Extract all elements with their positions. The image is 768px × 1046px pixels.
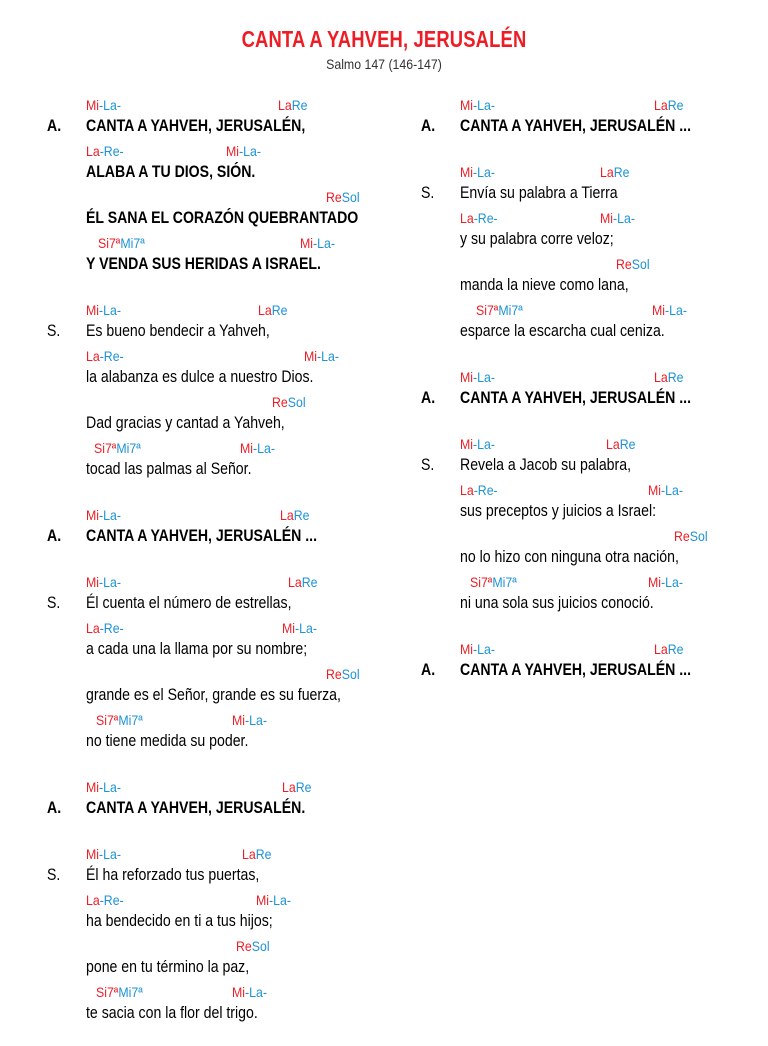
chord xyxy=(242,846,271,862)
chord xyxy=(654,369,683,385)
chord xyxy=(86,892,124,908)
chord xyxy=(86,620,124,636)
chord-part: La xyxy=(460,482,474,498)
chord-part: -La- xyxy=(661,482,683,498)
chord-part: La xyxy=(460,210,474,226)
lyric-line xyxy=(46,637,376,661)
chord xyxy=(280,507,309,523)
chord-line xyxy=(420,297,740,319)
chord-part: Re xyxy=(674,528,690,544)
chord-part: Mi7ª xyxy=(116,440,141,456)
soloist-marker: S. xyxy=(47,593,61,612)
lyric-line xyxy=(420,227,740,251)
chord-part: -La- xyxy=(245,712,267,728)
lyric-text: CANTA A YAHVEH, JERUSALÉN ... xyxy=(460,116,692,135)
lyric-text: Él ha reforzado tus puertas, xyxy=(86,865,260,884)
chord-line xyxy=(46,774,376,796)
chord-part: Mi7ª xyxy=(498,302,523,318)
chord-part: La xyxy=(280,507,294,523)
chord-line xyxy=(420,364,740,386)
chord-line xyxy=(420,477,740,499)
chord xyxy=(86,507,121,523)
lyric-line xyxy=(46,114,376,138)
chord-part: Re xyxy=(326,666,342,682)
chord-part: -La- xyxy=(253,440,275,456)
chord-line xyxy=(46,707,376,729)
chord-part: Re xyxy=(255,846,272,862)
lyric-text: Envía su palabra a Tierra xyxy=(460,183,618,202)
chord-line xyxy=(420,205,740,227)
chord-part: Mi7ª xyxy=(492,574,517,590)
chord xyxy=(256,892,291,908)
chord-part: Mi7ª xyxy=(118,712,143,728)
chord-part: La xyxy=(86,620,100,636)
lyric-text: manda la nieve como lana, xyxy=(460,275,629,294)
lyric-text: no tiene medida su poder. xyxy=(86,731,249,750)
chord-line xyxy=(46,661,376,683)
chord-line xyxy=(46,389,376,411)
chord-part: Mi xyxy=(256,892,270,908)
stanza xyxy=(420,92,740,138)
chord-part: Si7ª xyxy=(476,302,499,318)
chord-line xyxy=(46,297,376,319)
lyric-text: tocad las palmas al Señor. xyxy=(86,459,252,478)
soloist-marker: S. xyxy=(47,865,61,884)
chord-part: Mi xyxy=(460,641,474,657)
chord-part: Sol xyxy=(341,189,360,205)
assembly-marker: A. xyxy=(421,388,436,407)
chord-part: -La- xyxy=(665,302,687,318)
chord xyxy=(470,574,517,590)
chord-part: -Re- xyxy=(473,210,498,226)
chord-part: -Re- xyxy=(99,348,124,364)
chord-line xyxy=(420,159,740,181)
chord-part: Mi xyxy=(86,574,100,590)
assembly-marker: A. xyxy=(47,526,62,545)
chord-part: Si7ª xyxy=(96,712,119,728)
lyric-line xyxy=(46,683,376,707)
lyric-text: Él cuenta el número de estrellas, xyxy=(86,593,292,612)
chord xyxy=(96,984,143,1000)
chord-line xyxy=(46,887,376,909)
lyric-line xyxy=(46,796,376,820)
chord-part: Mi xyxy=(86,846,100,862)
lyric-line xyxy=(420,591,740,615)
chord-part: Mi xyxy=(648,574,662,590)
chord xyxy=(236,938,270,954)
lyric-text: CANTA A YAHVEH, JERUSALÉN ... xyxy=(460,388,692,407)
chord xyxy=(258,302,287,318)
chord xyxy=(648,574,683,590)
chord-part: Mi xyxy=(232,712,246,728)
chord-line xyxy=(420,523,740,545)
soloist-marker: S. xyxy=(421,183,435,202)
chord xyxy=(86,348,124,364)
chord-line xyxy=(46,343,376,365)
lyric-line xyxy=(420,499,740,523)
lyric-text: sus preceptos y juicios a Israel: xyxy=(460,501,657,520)
chord-part: -La- xyxy=(245,984,267,1000)
chord-part: Mi xyxy=(460,369,474,385)
chord xyxy=(278,97,307,113)
chord xyxy=(232,712,267,728)
chord xyxy=(282,620,317,636)
chord xyxy=(86,302,121,318)
chord-part: -Re- xyxy=(99,892,124,908)
chord xyxy=(460,369,495,385)
chord-line xyxy=(420,92,740,114)
chord-part: Re xyxy=(301,574,318,590)
chord xyxy=(616,256,650,272)
chord-part: -La- xyxy=(317,348,339,364)
lyric-text: Dad gracias y cantad a Yahveh, xyxy=(86,413,285,432)
chord-part: Mi xyxy=(232,984,246,1000)
lyric-line xyxy=(420,181,740,205)
chord xyxy=(600,164,629,180)
chord-part: La xyxy=(86,892,100,908)
chord-part: Mi xyxy=(652,302,666,318)
stanza xyxy=(46,297,376,481)
lyric-line xyxy=(46,1001,376,1025)
chord-part: -La- xyxy=(239,143,261,159)
chord-part: Re xyxy=(667,369,684,385)
lyric-line xyxy=(420,453,740,477)
chord-part: -La- xyxy=(99,779,121,795)
chord-part: Mi xyxy=(282,620,296,636)
chord-part: Mi xyxy=(240,440,254,456)
chord-part: Re xyxy=(272,394,288,410)
chord xyxy=(600,210,635,226)
chord-line xyxy=(420,569,740,591)
chord xyxy=(674,528,708,544)
chord-part: Si7ª xyxy=(470,574,493,590)
lyric-line xyxy=(46,411,376,435)
chord-part: -Re- xyxy=(99,143,124,159)
stanza xyxy=(420,431,740,615)
chord-part: -La- xyxy=(295,620,317,636)
chord xyxy=(606,436,635,452)
chord xyxy=(86,779,121,795)
chord-line xyxy=(46,435,376,457)
lyric-line xyxy=(420,114,740,138)
lyric-text: ni una sola sus juicios conoció. xyxy=(460,593,654,612)
lyrics-column-left xyxy=(46,92,376,1046)
chord xyxy=(460,482,498,498)
lyric-line xyxy=(46,863,376,887)
stanza xyxy=(420,159,740,343)
chord-line xyxy=(46,569,376,591)
assembly-marker: A. xyxy=(421,660,436,679)
chord-part: Mi xyxy=(86,779,100,795)
chord xyxy=(648,482,683,498)
chord xyxy=(272,394,306,410)
stanza xyxy=(46,841,376,1025)
chord xyxy=(326,666,360,682)
chord-part: Mi xyxy=(304,348,318,364)
chord-part: Re xyxy=(667,97,684,113)
chord xyxy=(98,235,145,251)
lyric-text: Es bueno bendecir a Yahveh, xyxy=(86,321,270,340)
chord-part: La xyxy=(606,436,620,452)
chord-line xyxy=(420,431,740,453)
chord xyxy=(654,641,683,657)
chord-part: La xyxy=(86,348,100,364)
chord-part: Re xyxy=(291,97,308,113)
chord xyxy=(282,779,311,795)
chord-part: Re xyxy=(616,256,632,272)
chord-part: La xyxy=(288,574,302,590)
chord xyxy=(460,97,495,113)
lyric-line xyxy=(46,524,376,548)
lyric-line xyxy=(46,729,376,753)
chord xyxy=(96,712,143,728)
lyric-line xyxy=(46,206,376,230)
chord-part: La xyxy=(654,97,668,113)
chord-part: -La- xyxy=(269,892,291,908)
chord-part: -La- xyxy=(613,210,635,226)
chord xyxy=(94,440,141,456)
chord-part: La xyxy=(654,369,668,385)
chord xyxy=(300,235,335,251)
chord-part: Re xyxy=(613,164,630,180)
chord-part: Si7ª xyxy=(96,984,119,1000)
chord-part: Sol xyxy=(251,938,270,954)
lyric-text: a cada una la llama por su nombre; xyxy=(86,639,308,658)
stanza xyxy=(46,569,376,753)
lyric-text: ALABA A TU DIOS, SIÓN. xyxy=(86,162,256,181)
chord-part: Mi xyxy=(226,143,240,159)
chord-part: Mi xyxy=(86,97,100,113)
assembly-marker: A. xyxy=(47,798,62,817)
chord-part: La xyxy=(282,779,296,795)
chord xyxy=(476,302,523,318)
lyric-line xyxy=(46,457,376,481)
lyric-line xyxy=(420,319,740,343)
chord-part: -La- xyxy=(313,235,335,251)
chord-line xyxy=(46,92,376,114)
lyric-line xyxy=(46,252,376,276)
lyric-text: CANTA A YAHVEH, JERUSALÉN, xyxy=(86,116,306,135)
chord-part: -La- xyxy=(99,846,121,862)
chord xyxy=(86,143,124,159)
lyric-line xyxy=(420,386,740,410)
lyric-text: CANTA A YAHVEH, JERUSALÉN ... xyxy=(460,660,692,679)
lyric-text: no lo hizo con ninguna otra nación, xyxy=(460,547,679,566)
lyric-text: esparce la escarcha cual ceniza. xyxy=(460,321,665,340)
chord-line xyxy=(46,502,376,524)
chord-part: La xyxy=(600,164,614,180)
soloist-marker: S. xyxy=(421,455,435,474)
lyric-line xyxy=(420,545,740,569)
stanza xyxy=(46,774,376,820)
chord-part: Re xyxy=(667,641,684,657)
chord xyxy=(460,164,495,180)
lyrics-column-right xyxy=(420,92,740,703)
stanza xyxy=(420,636,740,682)
chord xyxy=(326,189,360,205)
chord-part: -Re- xyxy=(473,482,498,498)
chord-part: La xyxy=(86,143,100,159)
chord-part: La xyxy=(654,641,668,657)
chord xyxy=(460,210,498,226)
chord-part: Si7ª xyxy=(98,235,121,251)
lyric-line xyxy=(46,365,376,389)
chord-part: Mi xyxy=(300,235,314,251)
chord-part: La xyxy=(278,97,292,113)
chord-part: Mi xyxy=(460,97,474,113)
lyric-line xyxy=(420,658,740,682)
chord xyxy=(460,436,495,452)
lyric-text: CANTA A YAHVEH, JERUSALÉN. xyxy=(86,798,306,817)
lyric-line xyxy=(46,909,376,933)
chord xyxy=(288,574,317,590)
chord-line xyxy=(46,841,376,863)
chord-part: -La- xyxy=(99,302,121,318)
chord-line xyxy=(46,979,376,1001)
chord-part: La xyxy=(258,302,272,318)
lyric-line xyxy=(46,591,376,615)
soloist-marker: S. xyxy=(47,321,61,340)
chord-part: Si7ª xyxy=(94,440,117,456)
chord-part: Re xyxy=(295,779,312,795)
chord-part: -La- xyxy=(473,641,495,657)
chord-line xyxy=(46,615,376,637)
chord-part: Sol xyxy=(341,666,360,682)
chord-line xyxy=(46,230,376,252)
chord-line xyxy=(420,251,740,273)
chord-part: -La- xyxy=(473,164,495,180)
chord-part: Sol xyxy=(689,528,708,544)
chord-part: Mi7ª xyxy=(118,984,143,1000)
chord xyxy=(86,574,121,590)
lyric-line xyxy=(46,319,376,343)
chord-part: Sol xyxy=(631,256,650,272)
chord-part: Mi xyxy=(648,482,662,498)
chord-line xyxy=(420,636,740,658)
chord-part: Mi xyxy=(460,164,474,180)
chord-part: -La- xyxy=(99,574,121,590)
chord-part: Re xyxy=(271,302,288,318)
chord xyxy=(304,348,339,364)
chord-part: -La- xyxy=(99,507,121,523)
assembly-marker: A. xyxy=(421,116,436,135)
chord-part: Mi xyxy=(600,210,614,226)
lyric-text: te sacia con la flor del trigo. xyxy=(86,1003,258,1022)
page-subtitle: Salmo 147 (146-147) xyxy=(326,56,442,72)
chord xyxy=(86,97,121,113)
chord-part: Mi7ª xyxy=(120,235,145,251)
page-title: CANTA A YAHVEH, JERUSALÉN xyxy=(241,26,527,52)
chord-part: Re xyxy=(293,507,310,523)
lyric-text: la alabanza es dulce a nuestro Dios. xyxy=(86,367,314,386)
chord-part: Sol xyxy=(287,394,306,410)
lyric-text: CANTA A YAHVEH, JERUSALÉN ... xyxy=(86,526,318,545)
lyric-line xyxy=(46,955,376,979)
chord-part: -La- xyxy=(661,574,683,590)
lyric-text: ha bendecido en ti a tus hijos; xyxy=(86,911,273,930)
lyric-text: y su palabra corre veloz; xyxy=(460,229,614,248)
chord-part: -La- xyxy=(99,97,121,113)
chord xyxy=(86,846,121,862)
chord-part: -La- xyxy=(473,369,495,385)
lyric-text: grande es el Señor, grande es su fuerza, xyxy=(86,685,341,704)
lyric-text: pone en tu término la paz, xyxy=(86,957,250,976)
chord xyxy=(460,641,495,657)
chord-part: Mi xyxy=(86,507,100,523)
chord-part: -Re- xyxy=(99,620,124,636)
lyric-line xyxy=(420,273,740,297)
chord-line xyxy=(46,933,376,955)
stanza xyxy=(420,364,740,410)
assembly-marker: A. xyxy=(47,116,62,135)
chord-part: Re xyxy=(619,436,636,452)
chord-part: Mi xyxy=(460,436,474,452)
chord-line xyxy=(46,138,376,160)
chord xyxy=(652,302,687,318)
stanza xyxy=(46,502,376,548)
chord xyxy=(226,143,261,159)
chord xyxy=(240,440,275,456)
lyric-text: ÉL SANA EL CORAZÓN QUEBRANTADO xyxy=(86,208,359,227)
chord-part: -La- xyxy=(473,97,495,113)
chord-line xyxy=(46,184,376,206)
chord-part: Mi xyxy=(86,302,100,318)
chord-part: La xyxy=(242,846,256,862)
lyric-line xyxy=(46,160,376,184)
lyric-text: Revela a Jacob su palabra, xyxy=(460,455,632,474)
chord xyxy=(654,97,683,113)
stanza xyxy=(46,92,376,276)
chord-part: -La- xyxy=(473,436,495,452)
chord xyxy=(232,984,267,1000)
chord-part: Re xyxy=(326,189,342,205)
lyric-text: Y VENDA SUS HERIDAS A ISRAEL. xyxy=(86,254,321,273)
chord-part: Re xyxy=(236,938,252,954)
